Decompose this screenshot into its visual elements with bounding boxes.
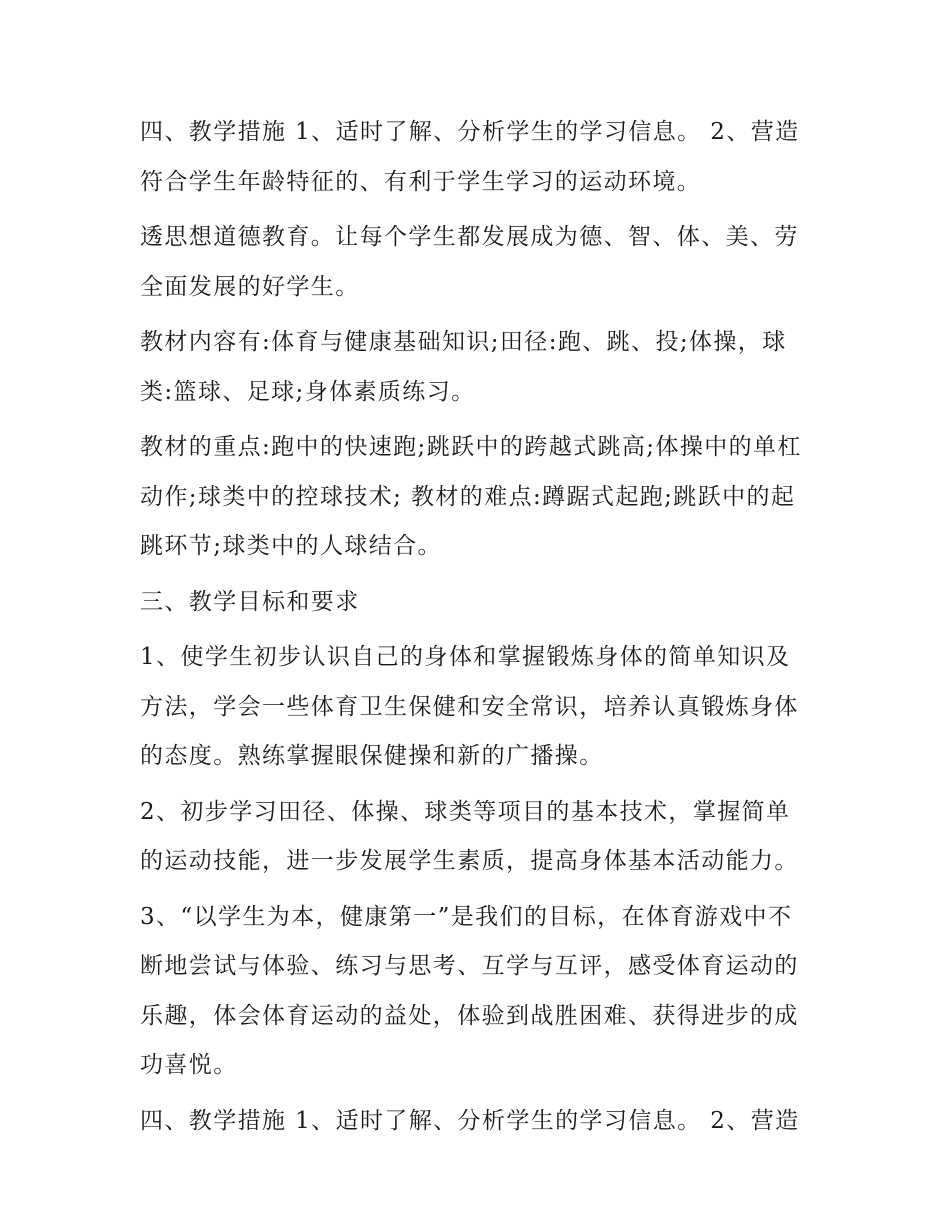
text-line: 功喜悦。 [140, 1052, 238, 1078]
text-line: 三、教学目标和要求 [140, 588, 360, 615]
text-line: 动作;球类中的控球技术; 教材的难点:蹲踞式起跑;跳跃中的起 [140, 483, 796, 510]
text-line: 跳环节;球类中的人球结合。 [140, 533, 442, 559]
text-line: 四、教学措施 1、适时了解、分析学生的学习信息。 2、营造 [140, 1107, 800, 1134]
document-page [140, 108, 820, 1152]
paragraph-teaching-measures-repeat [140, 1097, 820, 1147]
text-line: 方法，学会一些体育卫生保健和安全常识，培养认真锻炼身体 [140, 693, 799, 720]
paragraph-moral-education [140, 213, 820, 312]
text-line: 全面发展的好学生。 [140, 273, 360, 300]
text-line: 教材的重点:跑中的快速跑;跳跃中的跨越式跳高;体操中的单杠 [140, 434, 802, 460]
text-line: 的态度。熟练掌握眼保健操和新的广播操。 [140, 743, 604, 769]
paragraph-teaching-content [140, 318, 820, 417]
paragraph-goal-3 [140, 893, 820, 1091]
paragraph-key-points [140, 423, 820, 572]
text-line: 3、“以学生为本，健康第一”是我们的目标，在体育游戏中不 [140, 903, 793, 930]
text-line: 1、使学生初步认识自己的身体和掌握锻炼身体的简单知识及 [140, 644, 791, 670]
text-line: 乐趣，体会体育运动的益处，体验到战胜困难、获得进步的成 [140, 1002, 799, 1029]
text-line: 断地尝试与体验、练习与思考、互学与互评，感受体育运动的 [140, 953, 799, 979]
text-line: 四、教学措施 1、适时了解、分析学生的学习信息。 2、营造 [140, 119, 800, 145]
text-line: 2、初步学习田径、体操、球类等项目的基本技术，掌握简单 [140, 798, 791, 825]
text-line: 透思想道德教育。让每个学生都发展成为德、智、体、美、劳 [140, 224, 799, 250]
paragraph-teaching-measures [140, 108, 820, 207]
section-heading-goals [140, 578, 820, 628]
text-line: 符合学生年龄特征的、有利于学生学习的运动环境。 [140, 168, 702, 195]
text-line: 教材内容有:体育与健康基础知识;田径:跑、跳、投;体操，球 [140, 329, 787, 355]
paragraph-goal-1 [140, 633, 820, 782]
text-line: 的运动技能，进一步发展学生素质，提高身体基本活动能力。 [140, 848, 799, 874]
paragraph-goal-2 [140, 788, 820, 887]
text-line: 类:篮球、足球;身体素质练习。 [140, 378, 476, 405]
